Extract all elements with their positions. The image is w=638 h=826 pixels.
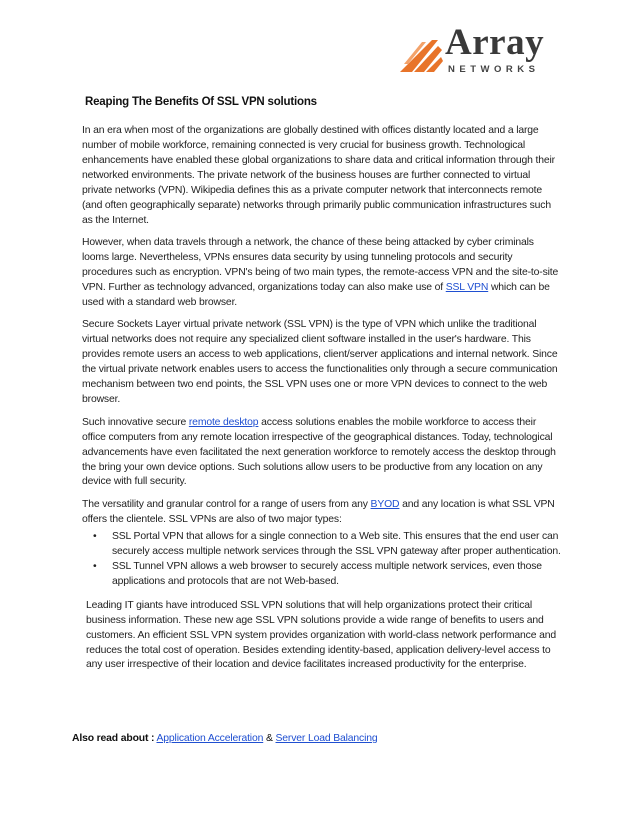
paragraph-1: In an era when most of the organizations are globally destined with offices distantly located and a large number of mobile workforce, remaining connected is very crucial for business growth. Technological enhancements have enabled these global organizations to share data and critical information through their networked environments. The private network of the business houses are further connected to virtual private networks (VPN). Wikipedia defines this as a private computer network that interconnects remote (and often geographically separate) networks through primarily public communication infrastructures such as the Internet.: [82, 125, 555, 226]
vpn-types-list: [82, 530, 562, 590]
paragraph-6: Leading IT giants have introduced SSL VPN solutions that will help organizations protect their critical business information. These new age SSL VPN solutions provide a wide range of benefits to users and customers. An efficient SSL VPN system provides organization with world-class network performance and reduces the total cost of operation. Besides extending identity-based, application delivery-level access to any user irrespective of their location and device facilitates increased productivity for the enterprise.: [86, 599, 556, 671]
paragraph-5: The versatility and granular control for a range of users from any BYOD and any location is what SSL VPN offers the clientele. SSL VPNs are also of two major types:: [82, 498, 555, 525]
byod-link[interactable]: BYOD: [370, 498, 400, 510]
document-title: Reaping The Benefits Of SSL VPN solutions: [85, 96, 317, 108]
server-load-balancing-link[interactable]: Server Load Balancing: [275, 733, 378, 744]
logo-mark-icon: [398, 34, 444, 74]
bullet-icon: •: [93, 560, 97, 572]
document-body: [82, 124, 562, 681]
paragraph-2: However, when data travels through a network, the chance of these being attacked by cyber criminals looms large. Nevertheless, VPNs ensures data security by using tunneling protocols and security procedures such as encryption. VPN's being of two main types, the remote-access VPN and the site-to-site VPN. Further as technology advanced, organizations today can also make use of SSL VPN which can be used with a standard web browser.: [82, 237, 559, 308]
paragraph-3: Secure Sockets Layer virtual private network (SSL VPN) is the type of VPN which unlike the traditional virtual networks does not require any specialized client software installed in the user's hardware. This provides remote users an access to web applications, client/server applications and internal network. Since the virtual private network enables users to access the functionalities only through a secure communication mechanism between two end points, the SSL VPN uses one or more VPN devices to connect to the web browser.: [82, 319, 558, 406]
remote-desktop-link[interactable]: remote desktop: [188, 416, 259, 428]
footer-separator: &: [265, 733, 273, 744]
bullet-icon: •: [93, 530, 97, 542]
array-networks-logo: [398, 22, 558, 80]
application-acceleration-link[interactable]: Application Acceleration: [156, 733, 264, 744]
also-read-label: Also read about :: [72, 733, 155, 744]
logo-wordmark: Array: [445, 22, 545, 63]
list-item: • SSL Tunnel VPN allows a web browser to securely access multiple network services, even those applications and protocols that are not Web-based.: [93, 560, 542, 587]
also-read-footer: [72, 733, 378, 744]
paragraph-4: Such innovative secure remote desktop access solutions enables the mobile workforce to access their office computers from any remote location irrespective of the geographical distances. Today, technological advancements have even facilitated the next generation workforce to remotely access the desktop through the bring your own device options. Such solutions allow users to be productive from any location on any device with full security.: [82, 416, 556, 488]
list-item: • SSL Portal VPN that allows for a single connection to a Web site. This ensures that the end user can securely access multiple network services through the SSL VPN gateway after proper authentication.: [93, 530, 561, 557]
ssl-vpn-link[interactable]: SSL VPN: [445, 282, 489, 294]
logo-subtitle: NETWORKS: [448, 64, 540, 75]
